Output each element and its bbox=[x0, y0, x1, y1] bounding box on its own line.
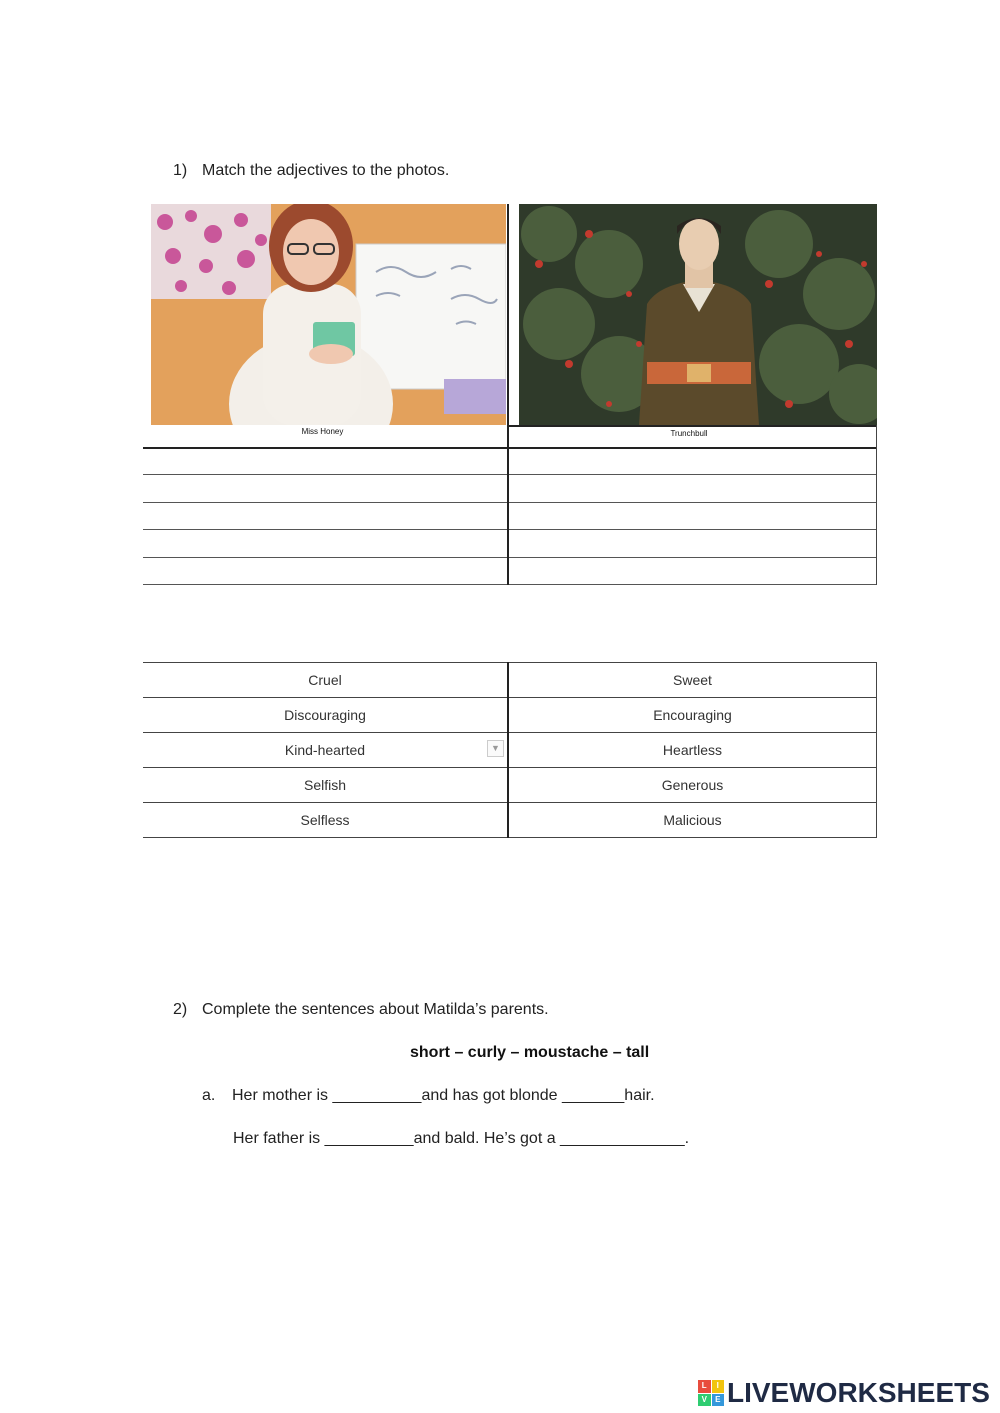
liveworksheets-logo bbox=[698, 1376, 990, 1410]
sentence-a-letter: a. bbox=[202, 1087, 216, 1104]
table-row bbox=[143, 733, 877, 768]
answer-grid-right-edge bbox=[876, 425, 877, 585]
answer-line-3[interactable] bbox=[143, 502, 877, 503]
adjective-cell[interactable]: Generous bbox=[508, 768, 877, 803]
brand-logo-letter: V bbox=[698, 1394, 711, 1407]
brand-logo-letter: E bbox=[712, 1394, 725, 1407]
adjective-cell[interactable]: Malicious bbox=[508, 803, 877, 838]
adjective-cell[interactable]: Cruel bbox=[143, 663, 508, 698]
photo-trunchbull bbox=[519, 204, 877, 425]
word-bank: short – curly – moustache – tall bbox=[410, 1044, 650, 1061]
adjective-table bbox=[143, 662, 877, 838]
question-1-text: Match the adjectives to the photos. bbox=[202, 162, 450, 179]
adjective-cell[interactable]: Selfish bbox=[143, 768, 508, 803]
question-1-number: 1) bbox=[173, 162, 188, 179]
question-2-number: 2) bbox=[173, 1001, 188, 1018]
sentence-a bbox=[202, 1087, 655, 1105]
sentence-b bbox=[233, 1130, 689, 1148]
answer-line-5[interactable] bbox=[143, 557, 877, 558]
answer-line-4[interactable] bbox=[143, 529, 877, 530]
table-row bbox=[143, 663, 877, 698]
question-2 bbox=[173, 1001, 549, 1019]
brand-name: LIVEWORKSHEETS bbox=[727, 1377, 990, 1408]
adjective-cell[interactable]: Heartless bbox=[508, 733, 877, 768]
answer-grid-divider bbox=[507, 204, 509, 585]
table-row bbox=[143, 698, 877, 733]
adjective-cell[interactable]: Selfless bbox=[143, 803, 508, 838]
adjective-cell-with-dropdown[interactable] bbox=[143, 733, 508, 768]
photo-caption-miss-honey: Miss Honey bbox=[301, 427, 344, 436]
brand-logo-icon bbox=[698, 1380, 724, 1406]
table-row bbox=[143, 768, 877, 803]
brand-logo-letter: I bbox=[712, 1380, 725, 1393]
adjective-cell[interactable]: Encouraging bbox=[508, 698, 877, 733]
adjective-label: Kind-hearted bbox=[284, 742, 366, 758]
answer-grid-top-line bbox=[508, 425, 877, 427]
sentence-b-text[interactable]: Her father is __________and bald. He’s got a ______________. bbox=[233, 1130, 690, 1147]
answer-line-2[interactable] bbox=[143, 474, 877, 475]
photo-miss-honey bbox=[151, 204, 506, 425]
chevron-down-icon[interactable]: ▼ bbox=[487, 740, 504, 757]
question-2-text: Complete the sentences about Matilda’s parents. bbox=[202, 1001, 549, 1018]
adjective-cell[interactable]: Sweet bbox=[508, 663, 877, 698]
table-row bbox=[143, 803, 877, 838]
brand-logo-letter: L bbox=[698, 1380, 711, 1393]
adjective-cell[interactable]: Discouraging bbox=[143, 698, 508, 733]
sentence-a-text[interactable]: Her mother is __________and has got blonde _______hair. bbox=[232, 1087, 655, 1104]
photo-caption-trunchbull: Trunchbull bbox=[670, 429, 708, 438]
question-1 bbox=[173, 162, 449, 180]
answer-line-1[interactable] bbox=[143, 447, 877, 449]
answer-line-6[interactable] bbox=[143, 584, 877, 585]
